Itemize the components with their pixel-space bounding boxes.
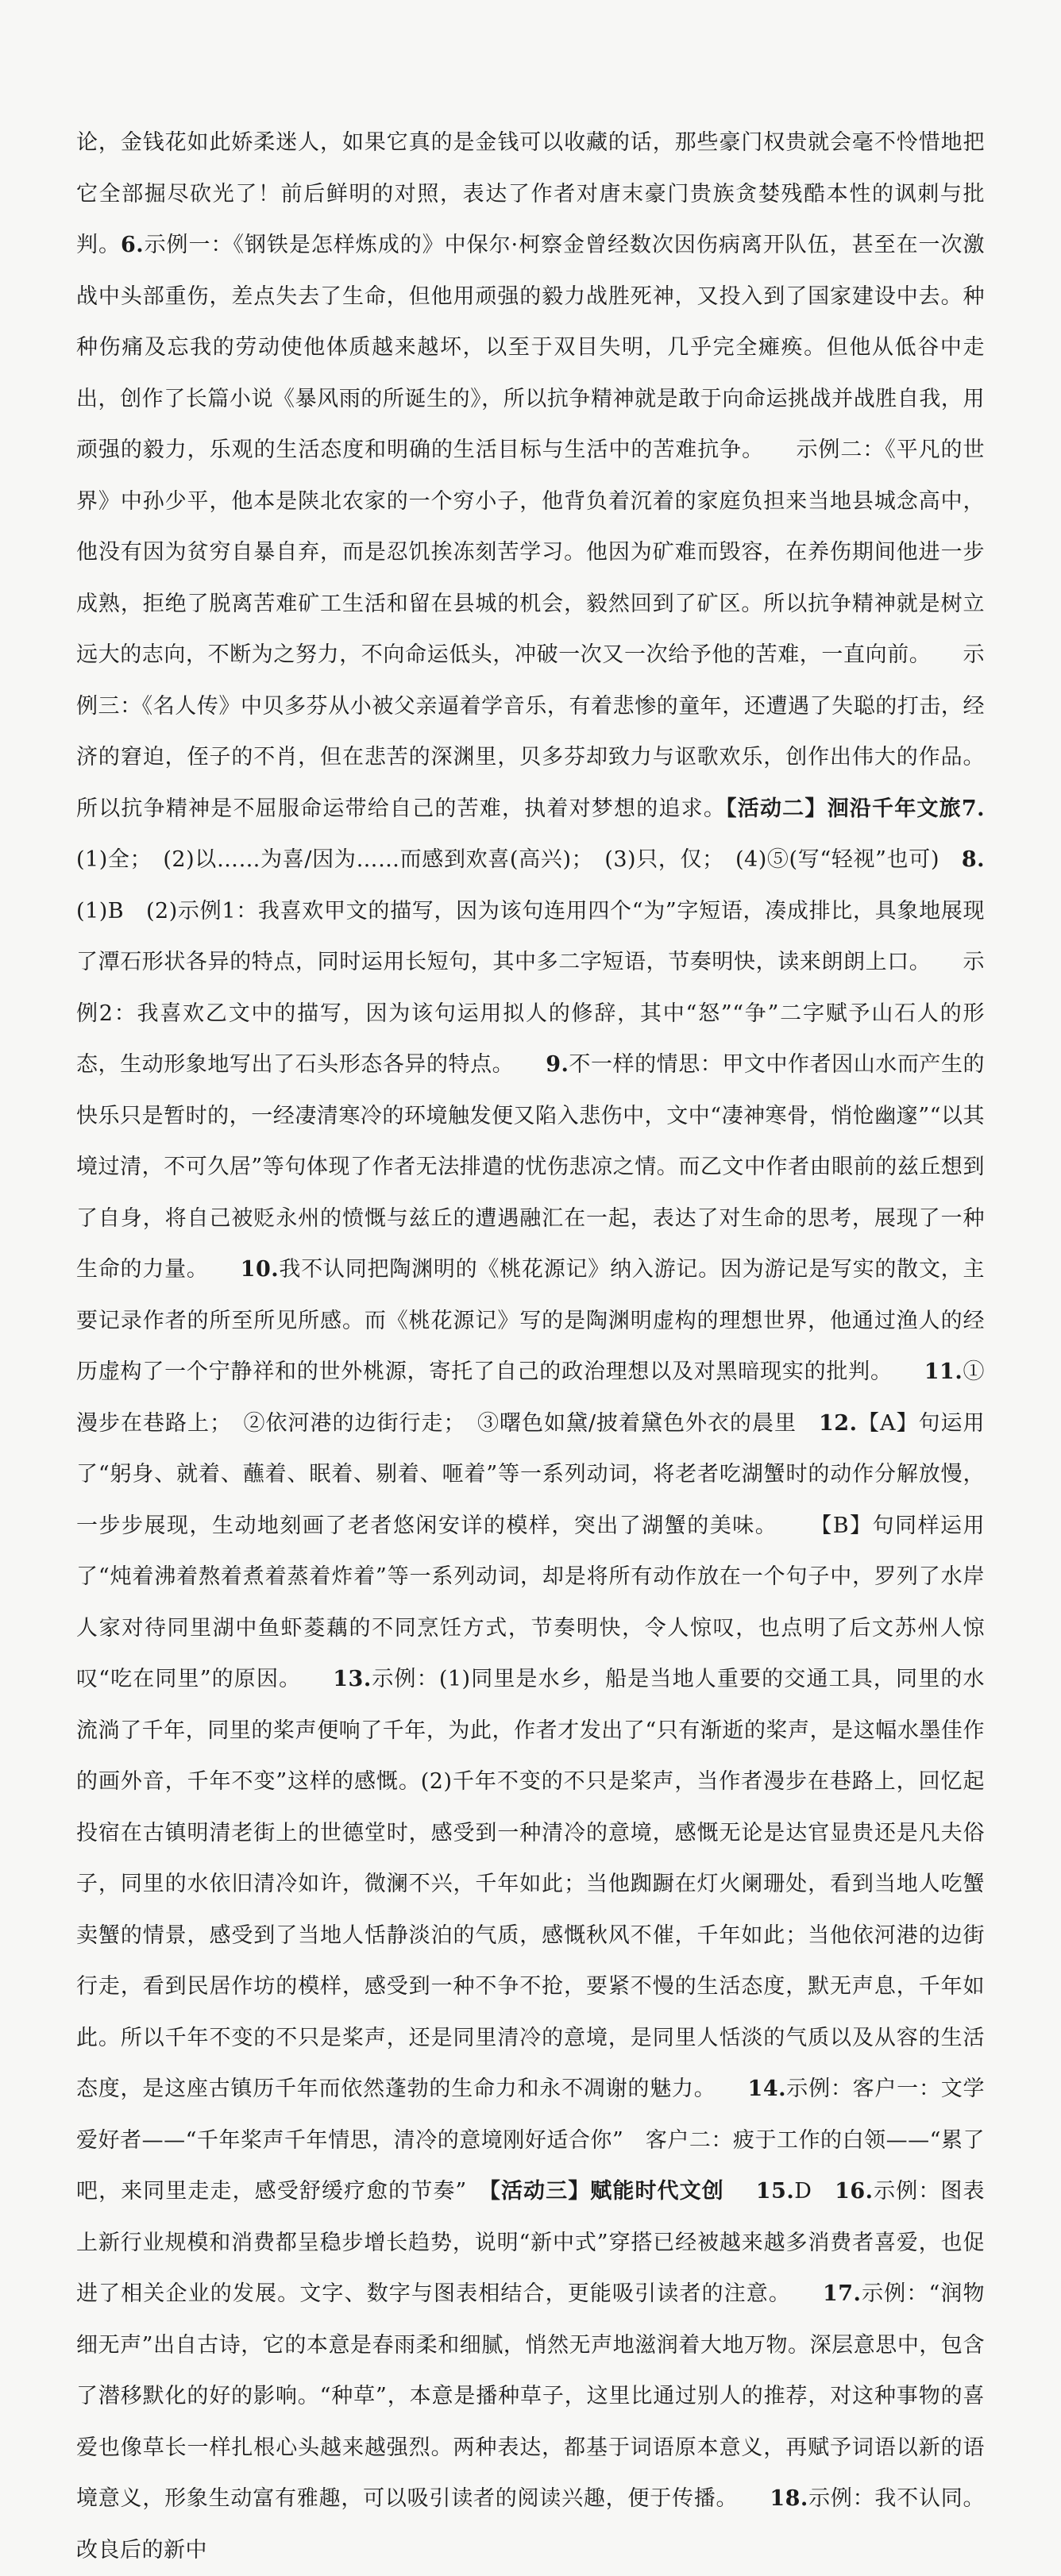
answer-text-segment: (1)全； (2)以……为喜/因为……而感到欢喜(高兴)； (3)只，仅； (4)⑤(写“轻视”也可) [76, 847, 962, 872]
question-number: 17. [822, 2281, 862, 2306]
answer-text-segment: 我不认同把陶渊明的《桃花源记》纳入游记。因为游记是写实的散文，主要记录作者的所至所见所感。而《桃花源记》写的是陶渊明虚构的理想世界，他通过渔人的经历虚构了一个宁静祥和的世外桃源，寄托了自己的政治理想以及对黑暗现实的批判。 [76, 1257, 986, 1384]
question-number: 12. [819, 1410, 858, 1436]
answer-text-segment: D [794, 2179, 835, 2204]
question-number: 7. [961, 796, 986, 821]
question-number: 11. [924, 1359, 963, 1384]
question-number: 10. [240, 1257, 280, 1282]
section-heading: 【活动二】洄沿千年文旅 [726, 796, 962, 821]
answer-text-segment: 【A】句运用了“躬身、就着、蘸着、眠着、剔着、咂着”等一系列动词，将老者吃湖蟹时的动作分解放慢，一步步展现，生动地刻画了老者悠闲安详的模样，突出了湖蟹的美味。 [76, 1410, 985, 1538]
question-number: 14. [747, 2077, 787, 2101]
question-number: 18. [770, 2486, 808, 2511]
answer-text-segment: 示例2：我喜欢乙文中的描写，因为该句运用拟人的修辞，其中“怒”“争”二字赋予山石人的形态，生动形象地写出了石头形态各异的特点。 [76, 950, 986, 1077]
question-number: 13. [333, 1667, 372, 1691]
question-number: 6. [120, 233, 145, 257]
answer-text-segment: 示例：图表上新行业规模和消费都呈稳步增长趋势，说明“新中式”穿搭已经被越来越多消费者喜爱，也促进了相关企业的发展。文字、数字与图表相结合，更能吸引读者的注意。 [76, 2179, 986, 2306]
answer-text-segment: 示例：我不认同。改良后的新中 [76, 2486, 986, 2563]
answer-text-segment: 示例三：《名人传》中贝多芬从小被父亲逼着学音乐，有着悲惨的童年，还遭遇了失聪的打击，经济的窘迫，侄子的不肖，但在悲苦的深渊里，贝多芬却致力与讴歌欢乐，创作出伟大的作品。所以抗争精神是不屈服命运带给自己的苦难，执着对梦想的追求。 [76, 642, 986, 821]
answer-text-segment: 示例一：《钢铁是怎样炼成的》中保尔·柯察金曾经数次因伤病离开队伍，甚至在一次激战中头部重伤，差点失去了生命，但他用顽强的毅力战胜死神，又投入到了国家建设中去。种种伤痛及忘我的劳动使他体质越来越坏，以至于双目失明，几乎完全瘫痪。但他从低谷中走出，创作了长篇小说《暴风雨的所诞生的》，所以抗争精神就是敢于向命运挑战并战胜自我，用顽强的毅力，乐观的生活态度和明确的生活目标与生活中的苦难抗争。 [76, 233, 985, 462]
answer-text-segment: (1)B (2)示例1：我喜欢甲文的描写，因为该句连用四个“为”字短语，凑成排比，具象地展现了潭石形状各异的特点，同时运用长短句，其中多二字短语，节奏明快，读来朗朗上口。 [76, 898, 985, 974]
section-heading: 【活动三】赋能时代文创 [489, 2179, 724, 2204]
answer-text-segment: 示例：(1)同里是水乡，船是当地人重要的交通工具，同里的水流淌了千年，同里的桨声便响了千年，为此，作者才发出了“只有渐逝的桨声，是这幅水墨佳作的画外音，千年不变”这样的感慨。(2)千年不变的不只是桨声，当作者漫步在巷路上，回忆起投宿在古镇明清老街上的世德堂时，感受到一种清冷的意境，感慨无论是达官显贵还是凡夫俗子，同里的水依旧清冷如许，微澜不兴，千年如此；当他踟蹰在灯火阑珊处，看到当地人吃蟹卖蟹的情景，感受到了当地人恬静淡泊的气质，感慨秋风不催，千年如此；当他依河港的边街行走，看到民居作坊的模样，感受到一种不争不抢，要紧不慢的生活态度，默无声息，千年如此。所以千年不变的不只是桨声，还是同里清冷的意境，是同里人恬淡的气质以及从容的生活态度，是这座古镇历千年而依然蓬勃的生命力和永不凋谢的魅力。 [76, 1667, 985, 2101]
answer-text-segment: 不一样的情思：甲文中作者因山水而产生的快乐只是暂时的，一经凄清寒冷的环境触发便又陷入悲伤中，文中“凄神寒骨，悄怆幽邃”“以其境过清，不可久居”等句体现了作者无法排遣的忧伤悲凉之情。而乙文中作者由眼前的兹丘想到了自身，将自己被贬永州的愤慨与兹丘的遭遇融汇在一起，表达了对生命的思考，展现了一种生命的力量。 [76, 1052, 986, 1282]
question-number: 15. [755, 2179, 795, 2204]
answer-text-segment: 示例：“润物细无声”出自古诗，它的本意是春雨柔和细腻，悄然无声地滋润着大地万物。深层意思中，包含了潜移默化的好的影响。“种草”，本意是播种草子，这里比通过别人的推荐，对这种事物的喜爱也像草长一样扎根心头越来越强烈。两种表达，都基于词语原本意义，再赋予词语以新的语境意义，形象生动富有雅趣，可以吸引读者的阅读兴趣，便于传播。 [76, 2281, 985, 2511]
answer-text-segment: 论，金钱花如此娇柔迷人，如果它真的是金钱可以收藏的话，那些豪门权贵就会毫不怜惜地把它全部掘尽砍光了！前后鲜明的对照，表达了作者对唐末豪门贵族贪婪残酷本性的讽刺与批判。 [76, 130, 985, 257]
question-number: 8. [961, 847, 985, 872]
answer-text-segment: 示例二：《平凡的世界》中孙少平，他本是陕北农家的一个穷小子，他背负着沉着的家庭负担来当地县城念高中，他没有因为贫穷自暴自弃，而是忍饥挨冻刻苦学习。他因为矿难而毁容，在养伤期间他进一步成熟，拒绝了脱离苦难矿工生活和留在县城的机会，毅然回到了矿区。所以抗争精神就是树立远大的志向，不断为之努力，不向命运低头，冲破一次又一次给予他的苦难，一直向前。 [76, 438, 985, 667]
question-number: 9. [546, 1052, 569, 1077]
answer-text-segment: ①漫步在巷路上； ②依河港的边街行走； ③曙色如黛/披着黛色外衣的晨里 [76, 1359, 986, 1436]
question-number: 16. [835, 2179, 874, 2204]
answer-body [76, 118, 985, 2576]
answer-text-segment: 示例：客户一：文学爱好者——“千年桨声千年情思，清冷的意境刚好适合你” 客户二：疲于工作的白领——“累了吧，来同里走走，感受舒缓疗愈的节奏” [76, 2077, 986, 2204]
answer-text-segment: 【B】句同样运用了“炖着沸着熬着煮着蒸着炸着”等一系列动词，却是将所有动作放在一个句子中，罗列了水岸人家对待同里湖中鱼虾菱藕的不同烹饪方式，节奏明快，令人惊叹，也点明了后文苏州人惊叹“吃在同里”的原因。 [76, 1513, 986, 1691]
